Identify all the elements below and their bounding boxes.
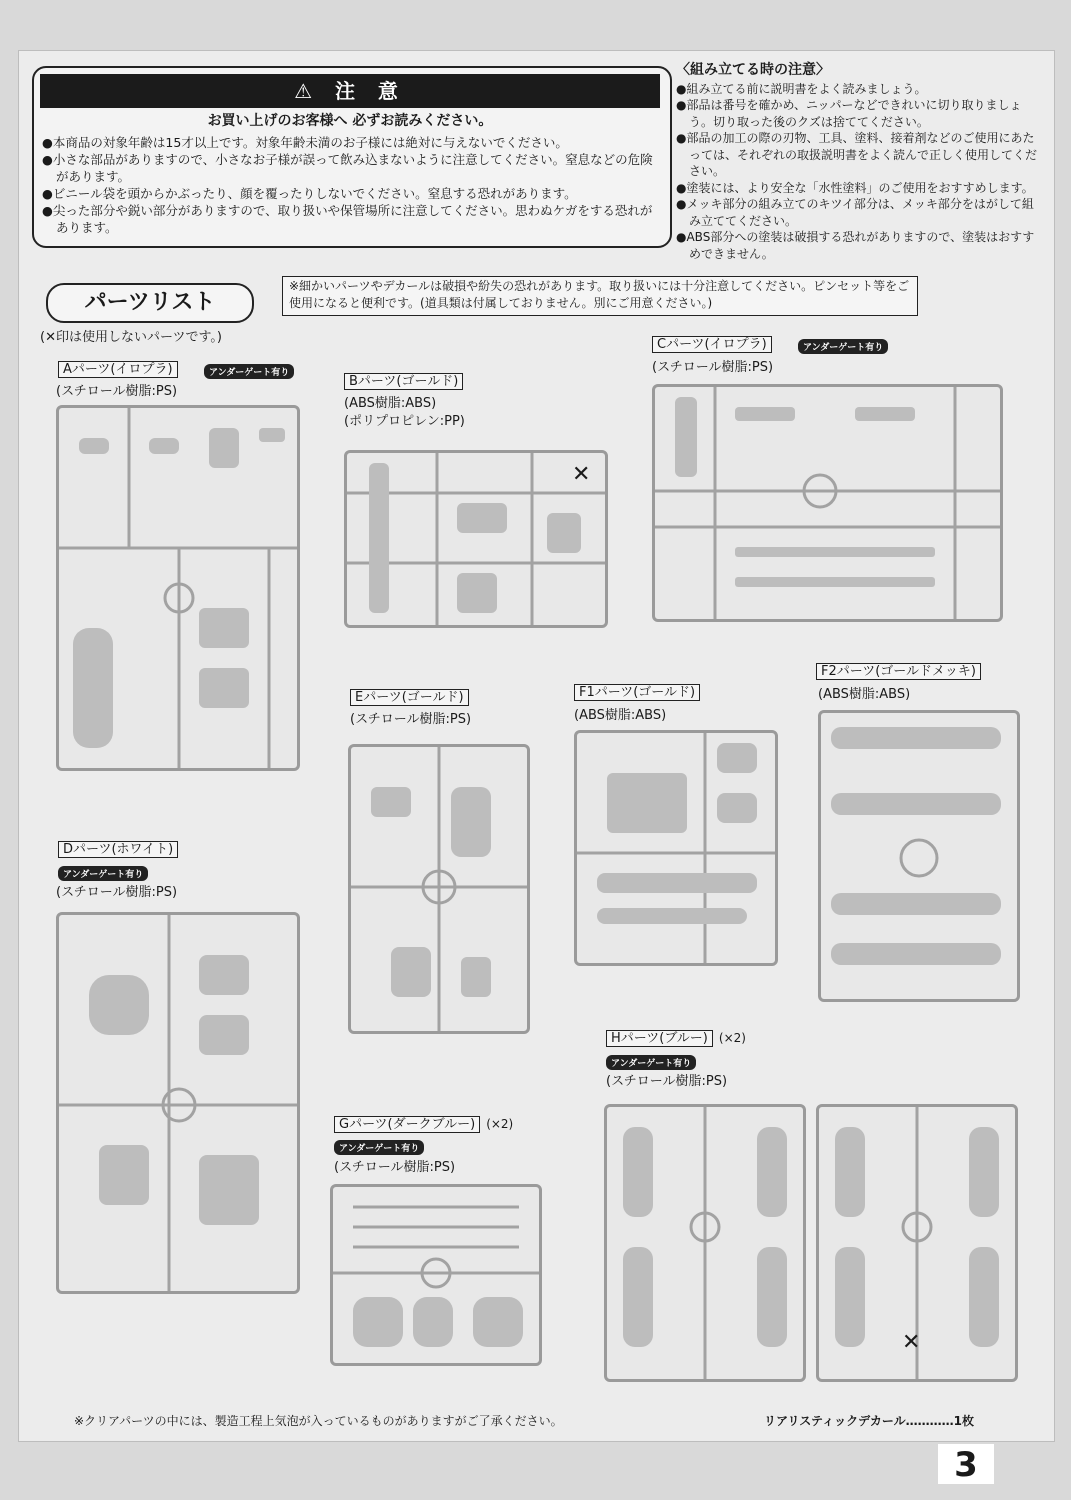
runner-a-name: Aパーツ(イロプラ) — [58, 361, 178, 378]
runner-f2-label — [816, 664, 981, 680]
page-number: 3 — [938, 1444, 994, 1484]
assembly-notes — [676, 62, 1044, 262]
runner-c-label — [652, 337, 772, 353]
runner-g — [330, 1184, 542, 1366]
runner-f2-frame — [821, 713, 1017, 999]
runner-a-badge: アンダーゲート有り — [204, 364, 294, 379]
caution-item: ●小さな部品がありますので、小さなお子様が誤って飲み込まないように注意してください。窒息などの危険があります。 — [42, 152, 653, 184]
unused-mark-b: ✕ — [572, 462, 591, 487]
caution-item: ●本商品の対象年齢は15才以上です。対象年齢未満のお子様には絶対に与えないでください。 — [42, 135, 568, 150]
runner-b-name: Bパーツ(ゴールド) — [344, 373, 463, 390]
runner-h-label — [606, 1030, 746, 1047]
caution-item: ●尖った部分や鋭い部分がありますので、取り扱いや保管場所に注意してください。思わぬケガをする恐れがあります。 — [42, 203, 653, 235]
assembly-note: ●塗装には、より安全な「水性塗料」のご使用をおすすめします。 — [676, 180, 1034, 195]
runner-h-multiplier: (×2) — [718, 1031, 746, 1045]
runner-b-frame — [347, 453, 605, 625]
runner-f1-frame — [577, 733, 775, 963]
runner-b-material: (ABS樹脂:ABS) — [344, 396, 437, 411]
runner-e-material: (スチロール樹脂:PS) — [350, 712, 472, 727]
runner-a-frame — [59, 408, 297, 768]
runner-h-1-frame — [607, 1107, 803, 1379]
runner-f1 — [574, 730, 778, 966]
assembly-notes-list — [676, 81, 1044, 263]
caution-title: ⚠ 注 意 — [40, 74, 660, 108]
runner-h-material: (スチロール樹脂:PS) — [606, 1074, 728, 1089]
runner-c-name: Cパーツ(イロプラ) — [652, 336, 772, 353]
runner-f2 — [818, 710, 1020, 1002]
runner-e-label — [350, 690, 469, 706]
assembly-notes-title: 〈組み立てる時の注意〉 — [676, 62, 830, 78]
clear-parts-note: ※クリアパーツの中には、製造工程上気泡が入っているものがありますがご了承ください。 — [74, 1414, 563, 1428]
unused-mark-h: ✕ — [902, 1330, 921, 1355]
runner-d-frame — [59, 915, 297, 1291]
runner-g-material: (スチロール樹脂:PS) — [334, 1160, 456, 1175]
assembly-note: ●組み立てる前に説明書をよく読みましょう。 — [676, 81, 927, 96]
runner-c-badge: アンダーゲート有り — [798, 339, 888, 354]
runner-b — [344, 450, 608, 628]
runner-f1-label — [574, 685, 700, 701]
runner-g-badge: アンダーゲート有り — [334, 1140, 424, 1155]
runner-d — [56, 912, 300, 1294]
runner-d-material: (スチロール樹脂:PS) — [56, 885, 178, 900]
assembly-note: ●ABS部分への塗装は破損する恐れがありますので、塗装はおすすめできません。 — [676, 230, 1035, 261]
caution-subtitle: お買い上げのお客様へ 必ずお読みください。 — [207, 113, 493, 129]
runner-e-name: Eパーツ(ゴールド) — [350, 689, 469, 706]
parts-list-title: パーツリスト — [46, 283, 254, 323]
decal-count: リアリスティックデカール…………1枚 — [764, 1414, 974, 1428]
runner-h-name: Hパーツ(ブルー) — [606, 1030, 713, 1047]
runner-f1-material: (ABS樹脂:ABS) — [574, 708, 667, 723]
runner-g-frame — [333, 1187, 539, 1363]
runner-d-label — [58, 842, 178, 858]
runner-h-1 — [604, 1104, 806, 1382]
runner-f2-name: F2パーツ(ゴールドメッキ) — [816, 663, 981, 680]
runner-f1-name: F1パーツ(ゴールド) — [574, 684, 700, 701]
caution-list — [42, 134, 662, 236]
assembly-note: ●部品は番号を確かめ、ニッパーなどできれいに切り取りましょう。切り取った後のクズは捨ててください。 — [676, 98, 1022, 129]
runner-g-multiplier: (×2) — [486, 1117, 514, 1131]
runner-c — [652, 384, 1003, 622]
runner-d-badge: アンダーゲート有り — [58, 866, 148, 881]
runner-a-material: (スチロール樹脂:PS) — [56, 384, 178, 399]
caution-item: ●ビニール袋を頭からかぶったり、顔を覆ったりしないでください。窒息する恐れがあります。 — [42, 186, 577, 201]
assembly-note: ●部品の加工の際の刃物、工具、塗料、接着剤などのご使用にあたっては、それぞれの取扱説明書をよく読んで正しく使用してください。 — [676, 131, 1038, 178]
runner-a-label — [58, 362, 178, 378]
unused-parts-note: (✕印は使用しないパーツです。) — [40, 330, 222, 345]
runner-g-label — [334, 1116, 513, 1133]
runner-g-name: Gパーツ(ダークブルー) — [334, 1116, 480, 1133]
runner-h-badge: アンダーゲート有り — [606, 1055, 696, 1070]
runner-e — [348, 744, 530, 1034]
parts-list-note: ※細かいパーツやデカールは破損や紛失の恐れがあります。取り扱いには十分注意してください。ピンセット等をご使用になると便利です。(道具類は付属しておりません。別にご用意ください。) — [282, 276, 918, 316]
runner-b-material-2: (ポリプロピレン:PP) — [344, 414, 465, 429]
assembly-note: ●メッキ部分の組み立てのキツイ部分は、メッキ部分をはがして組み立ててください。 — [676, 197, 1034, 228]
caution-box — [32, 66, 672, 248]
runner-c-material: (スチロール樹脂:PS) — [652, 360, 774, 375]
runner-a — [56, 405, 300, 771]
runner-c-frame — [655, 387, 1000, 619]
runner-e-frame — [351, 747, 527, 1031]
runner-d-name: Dパーツ(ホワイト) — [58, 841, 178, 858]
runner-f2-material: (ABS樹脂:ABS) — [818, 687, 911, 702]
runner-b-label — [344, 374, 463, 390]
